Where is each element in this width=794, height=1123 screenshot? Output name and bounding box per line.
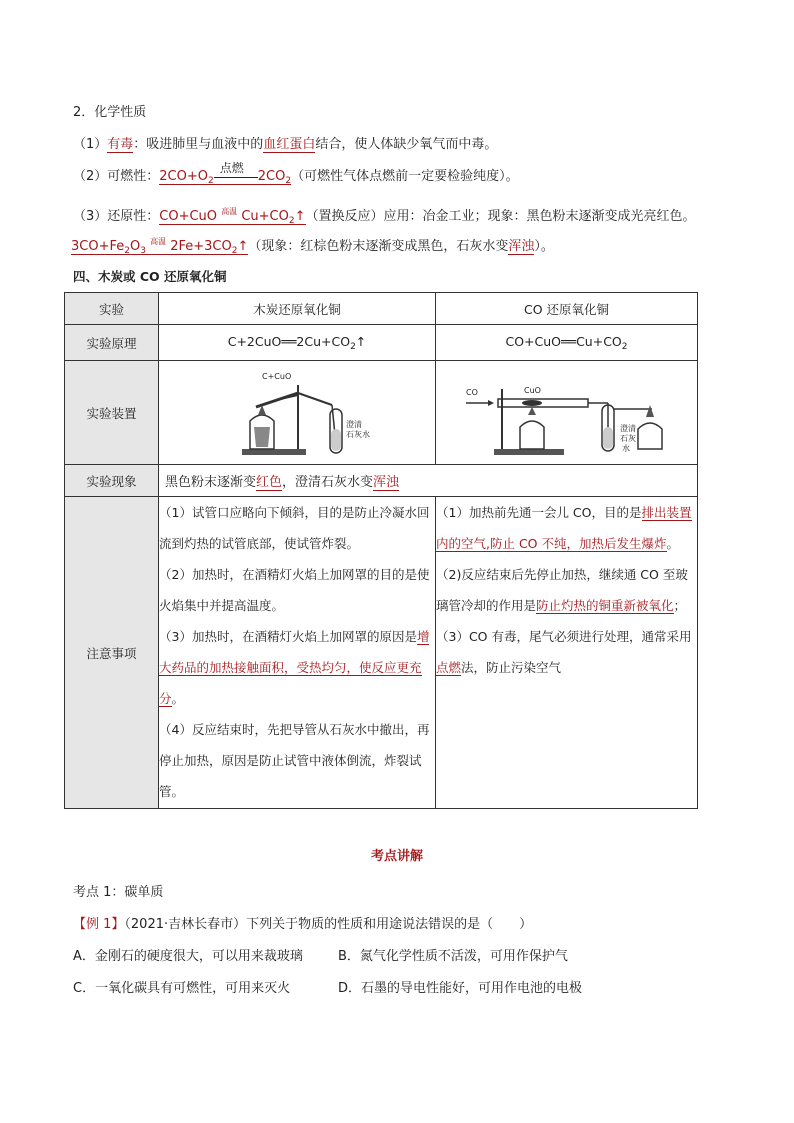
principle-co-sub: 2 (621, 341, 628, 352)
up-arrow: ↑ (294, 209, 306, 224)
principle-carbon (159, 325, 436, 361)
phenomenon-red: 红色 (256, 475, 283, 490)
note-c-1: （1）试管口应略向下倾斜，目的是防止冷凝水回流到灼热的试管底部，使试管炸裂。 (159, 505, 430, 551)
label-c-cuo: C+CuO (262, 371, 292, 381)
iron-text2: ）。 (534, 239, 554, 254)
note-c-3-post: 。 (171, 691, 185, 706)
iron-equation (71, 239, 248, 255)
principle-co (436, 325, 698, 361)
apparatus-co (436, 361, 698, 465)
note-co-2 (436, 559, 697, 621)
o-sub: 3 (140, 246, 146, 256)
example-1 (73, 916, 532, 934)
principle-c-arrow: ↑ (355, 333, 367, 349)
condition-text: 点燃 (219, 161, 244, 175)
note-c-3-key: 增大药品的加热接触面积，受热均匀，使反应更充分 (159, 629, 430, 706)
option-b: B．氮气化学性质不活泼，可用作保护气 (338, 949, 568, 964)
flammable-text: （可燃性气体点燃前一定要检验纯度）。 (291, 169, 519, 184)
flammable-equation (159, 161, 292, 186)
header-experiment: 实验 (65, 293, 159, 325)
principle-c-sub: 2 (350, 341, 356, 352)
phenomenon-row (65, 465, 698, 497)
option-a: A．金刚石的硬度很大，可以用来裁玻璃 (73, 949, 303, 964)
eq-right: Cu+CO (241, 209, 289, 224)
iron-text1: （现象：红棕色粉末逐渐变成黑色，石灰水变 (248, 239, 509, 254)
note-c-3-pre: （3）加热时，在酒精灯火焰上加网罩的原因是 (159, 629, 417, 644)
toxic-text2: 结合，使人体缺少氧气而中毒。 (315, 137, 498, 152)
reducing-prefix: （3）还原性： (73, 209, 160, 224)
toxic-key2: 血红蛋白 (263, 137, 316, 152)
apparatus-carbon (159, 361, 436, 465)
apparatus-row (65, 361, 698, 465)
notes-row (65, 497, 698, 809)
toxic-key: 有毒 (107, 137, 134, 152)
reducing-text: （置换反应）应用：冶金工业；现象：黑色粉末逐渐变成光亮红色。 (305, 209, 696, 224)
label-limewater: 石灰水 (346, 429, 370, 439)
note-co-3-pre: （3）CO 有毒，尾气必须进行处理，通常采用 (436, 629, 692, 644)
note-co-1-key: 排出装置内的空气,防止 CO 不纯，加热后发生爆炸 (436, 505, 692, 551)
notes-carbon (159, 497, 436, 809)
flammable-line (73, 161, 519, 190)
co2-sub: 2 (285, 176, 292, 186)
note-c-4: （4）反应结束时，先把导管从石灰水中撤出，再停止加热，原因是防止试管中液体倒流，炸裂试管。 (159, 722, 430, 799)
experiment-table (64, 292, 698, 809)
principle-row (65, 325, 698, 361)
phenomenon-mid: ，澄清石灰水变 (282, 475, 374, 490)
label-water: 水 (621, 443, 630, 453)
co2-sub: 2 (288, 216, 295, 226)
label-clear: 澄清 (619, 423, 636, 433)
option-c: C．一氧化碳具有可燃性，可用来灭火 (73, 981, 291, 996)
note-co-3 (436, 621, 697, 683)
example-text: （2021·吉林长春市）下列关于物质的性质和用途说法错误的是（ ） (124, 917, 533, 932)
fe-sub: 2 (124, 246, 130, 256)
eq-left: 2CO+O (159, 169, 208, 184)
phenomenon-pre: 黑色粉末逐渐变 (165, 475, 257, 490)
header-carbon: 木炭还原氧化铜 (159, 293, 436, 325)
condition-text: 高温 (221, 207, 238, 216)
label-co: CO (465, 387, 478, 397)
note-co-3-key: 点燃 (436, 660, 462, 675)
phenomenon-cloudy: 浑浊 (373, 475, 400, 490)
phenomenon-text (159, 465, 698, 497)
kaodian-title: 考点讲解 (370, 849, 423, 864)
label-lime: 石灰 (619, 433, 636, 443)
iron-key: 浑浊 (508, 239, 535, 254)
note-co-2-key: 防止灼热的铜重新被氧化 (536, 598, 674, 613)
note-co-1-pre: （1）加热前先通一会儿 CO，目的是 (436, 505, 642, 520)
iron-line (71, 238, 554, 260)
o-sub: 2 (208, 176, 214, 186)
eq-right: 2CO (257, 169, 286, 184)
table-header-row (65, 293, 698, 325)
note-co-2-pre: （2)反应结束后先停止加热，继续通 CO 至玻璃管冷却的作用是 (436, 567, 688, 613)
example-bracket: 【例 1】 (73, 917, 125, 932)
label-clear: 澄清 (346, 419, 362, 429)
apparatus-label: 实验装置 (65, 361, 159, 465)
note-co-1 (436, 497, 697, 559)
reducing-equation (159, 209, 305, 225)
toxic-text1: ：吸进肺里与血液中的 (133, 137, 264, 152)
eq-right: 2Fe+3CO (170, 239, 232, 254)
co-apparatus-diagram (462, 365, 672, 461)
reducing-line (73, 208, 696, 230)
note-c-2: （2）加热时，在酒精灯火焰上加网罩的目的是使火焰集中并提高温度。 (159, 567, 430, 613)
condition-text: 高温 (150, 237, 167, 246)
label-cuo: CuO (523, 385, 541, 395)
condition-bar (214, 161, 258, 186)
option-d: D．石墨的导电性能好，可用作电池的电极 (338, 981, 583, 996)
co2-sub: 2 (231, 246, 238, 256)
note-co-3-post: 法，防止污染空气 (461, 660, 562, 675)
principle-label: 实验原理 (65, 325, 159, 361)
toxic-prefix: （1） (73, 137, 108, 152)
principle-co-eq: CO+CuO══Cu+CO (505, 333, 622, 349)
header-co: CO 还原氧化铜 (436, 293, 698, 325)
o-letter: O (129, 239, 141, 254)
notes-label: 注意事项 (65, 497, 159, 809)
note-c-3 (159, 621, 435, 714)
notes-co (436, 497, 698, 809)
carbon-apparatus-diagram (232, 365, 370, 461)
up-arrow: ↑ (237, 239, 249, 254)
eq-left: CO+CuO (159, 209, 218, 224)
principle-c-eq: C+2CuO══2Cu+CO (227, 333, 351, 349)
eq-left: 3CO+Fe (71, 239, 125, 254)
flammable-prefix: （2）可燃性： (73, 169, 160, 184)
section4-title: 四、木炭或 CO 还原氧化铜 (73, 269, 227, 284)
section-title: 2．化学性质 (73, 105, 147, 120)
toxic-line (73, 136, 497, 154)
note-co-1-post: 。 (666, 536, 680, 551)
note-co-2-post: ； (673, 598, 687, 613)
point-1: 考点 1：碳单质 (73, 885, 164, 900)
phenomenon-label: 实验现象 (65, 465, 159, 497)
